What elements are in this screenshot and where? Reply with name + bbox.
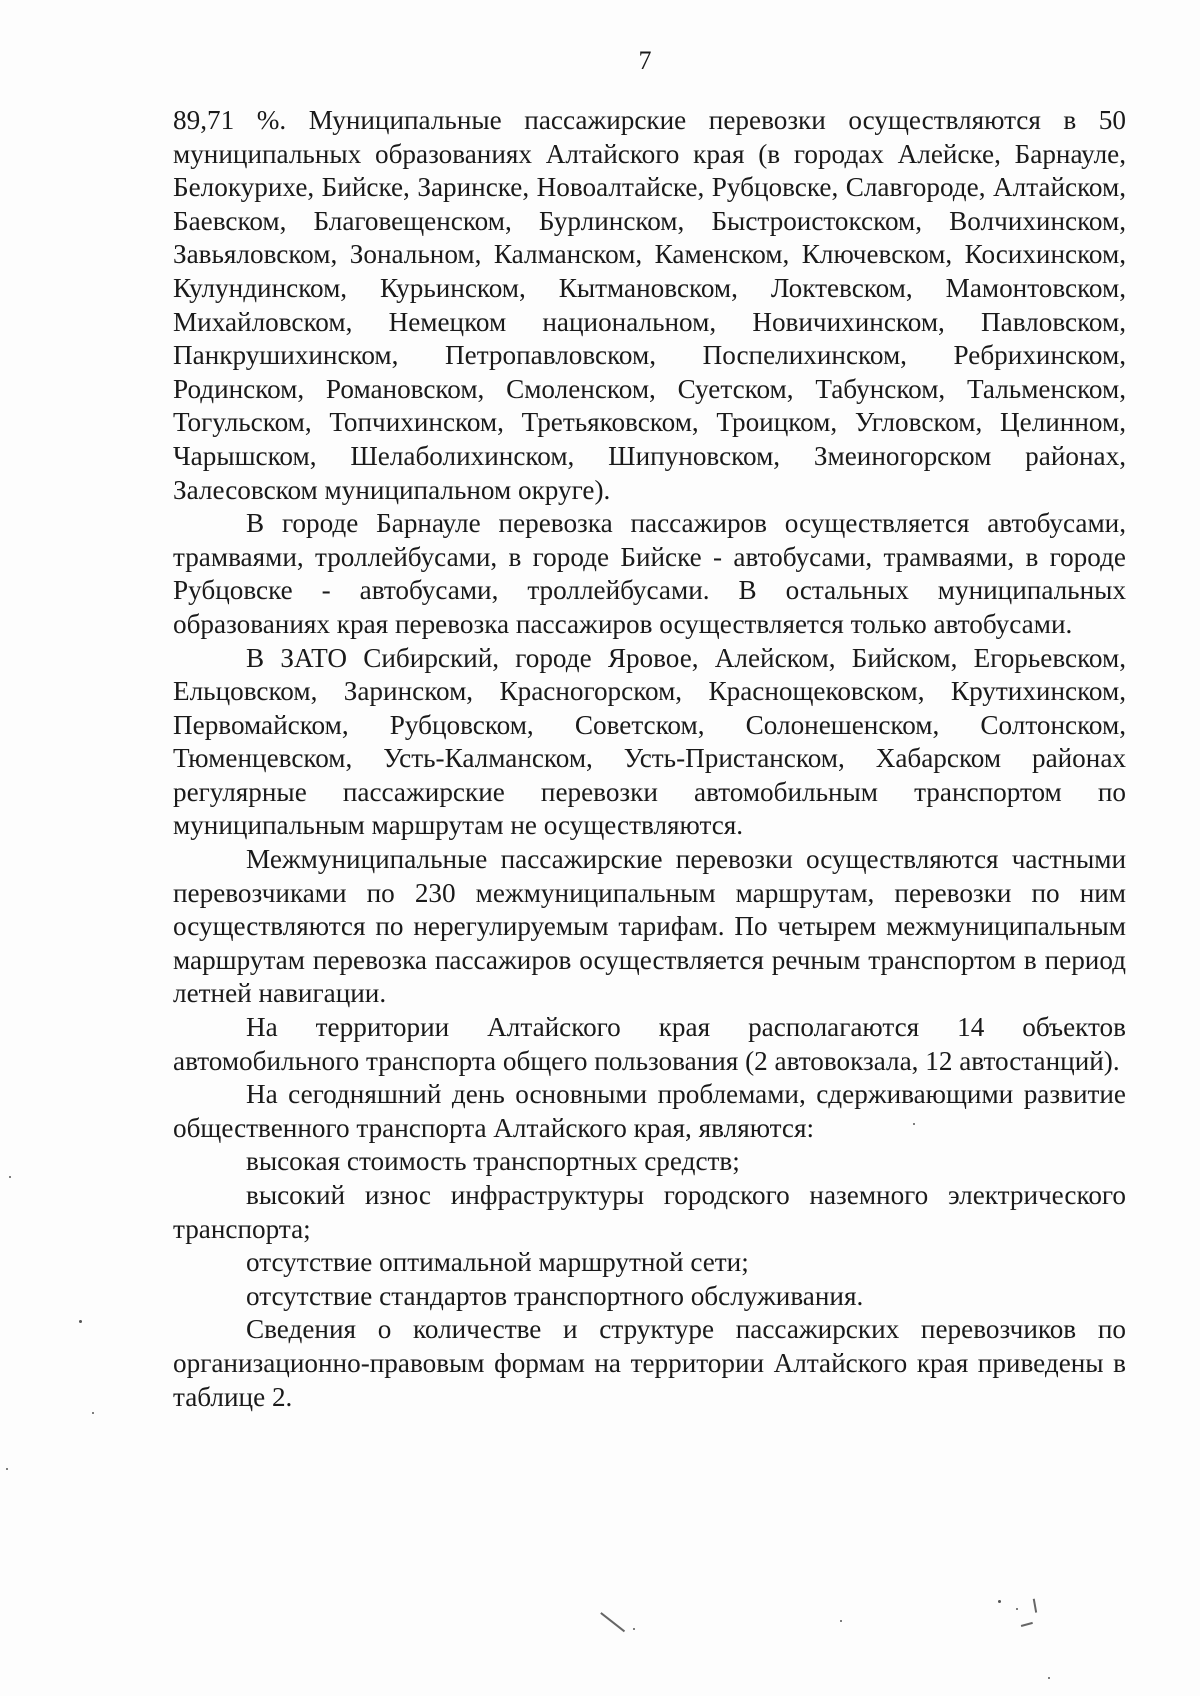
page-number: 7 [638, 46, 652, 75]
scan-speck [79, 1320, 82, 1323]
scan-speck [840, 1620, 842, 1622]
document-body [173, 104, 1126, 1414]
problem-item: отсутствие оптимальной маршрутной сети; [246, 1247, 749, 1278]
paragraph-intermunicipal-routes: Межмуниципальные пассажирские перевозки осуществляются частными перевозчиками по 230 межмуниципальным маршрутам, перевозки по ним осуществляются по нерегулируемым тарифам. По четырем межмуниципальным маршрутам перевозка пассажиров осуществляется речным транспортом в период летней навигации. [173, 844, 1126, 1009]
problem-item: высокая стоимость транспортных средств; [246, 1146, 740, 1177]
paragraph-problems-intro: На сегодняшний день основными проблемами, сдерживающими развитие общественного транспорта Алтайского края, являются: [173, 1079, 1126, 1143]
scan-speck [998, 1600, 1001, 1603]
paragraph-municipal-routes: 89,71 %. Муниципальные пассажирские перевозки осуществляются в 50 муниципальных образованиях Алтайского края (в городах Алейске, Барнауле, Белокурихе, Бийске, Заринске, Новоалтайске, Рубцовске, Славгороде, Алтайском, Баевском, Благовещенском, Бурлинском, Быстроистокском, Волчихинском, Завьяловском, Зональном, Калманском, Каменском, Ключевском, Косихинском, Кулундинском, Курьинском, Кытмановском, Локтевском, Мамонтовском, Михайловском, Немецком национальном, Новичихинском, Павловском, Панкрушихинском, Петропавловском, Поспелихинском, Ребрихинском, Родинском, Романовском, Смоленском, Суетском, Табунском, Тальменском, Тогульском, Топчихинском, Третьяковском, Троицком, Угловском, Целинном, Чарышском, Шелаболихинском, Шипуновском, Змеиногорском районах, Залесовском муниципальном округе). [173, 105, 1126, 505]
scan-mark [601, 1612, 626, 1632]
scan-speck [92, 1412, 94, 1414]
scan-speck [9, 1176, 11, 1178]
paragraph-table-reference: Сведения о количестве и структуре пассажирских перевозчиков по организационно-правовым формам на территории Алтайского края приведены в таблице 2. [173, 1314, 1126, 1412]
scan-speck [6, 1468, 8, 1470]
scan-mark [1033, 1599, 1037, 1613]
scan-speck [913, 1123, 915, 1125]
scan-speck [1016, 1608, 1018, 1610]
problem-item: отсутствие стандартов транспортного обслуживания. [246, 1280, 864, 1311]
paragraph-transport-types: В городе Барнауле перевозка пассажиров осуществляется автобусами, трамваями, троллейбусами, в городе Бийске - автобусами, трамваями, в городе Рубцовске - автобусами, троллейбусами. В остальных муниципальных образованиях края перевозка пассажиров осуществляется только автобусами. [173, 508, 1126, 639]
paragraph-no-regular-routes: В ЗАТО Сибирский, городе Яровое, Алейском, Бийском, Егорьевском, Ельцовском, Заринском, Красногорском, Краснощековском, Крутихинском, Первомайском, Рубцовском, Советском, Солонешенском, Солтонском, Тюменцевском, Усть-Калманском, Усть-Пристанском, Хабарском районах регулярные пассажирские перевозки автомобильным транспортом по муниципальным маршрутам не осуществляются. [173, 642, 1126, 841]
scan-mark [1021, 1622, 1033, 1627]
paragraph-bus-stations: На территории Алтайского края располагаются 14 объектов автомобильного транспорта общего пользования (2 автовокзала, 12 автостанций). [173, 1012, 1126, 1076]
scan-speck [633, 1628, 635, 1630]
problem-item: высокий износ инфраструктуры городского наземного электрического транспорта; [173, 1180, 1126, 1244]
scan-speck [1048, 1677, 1050, 1679]
